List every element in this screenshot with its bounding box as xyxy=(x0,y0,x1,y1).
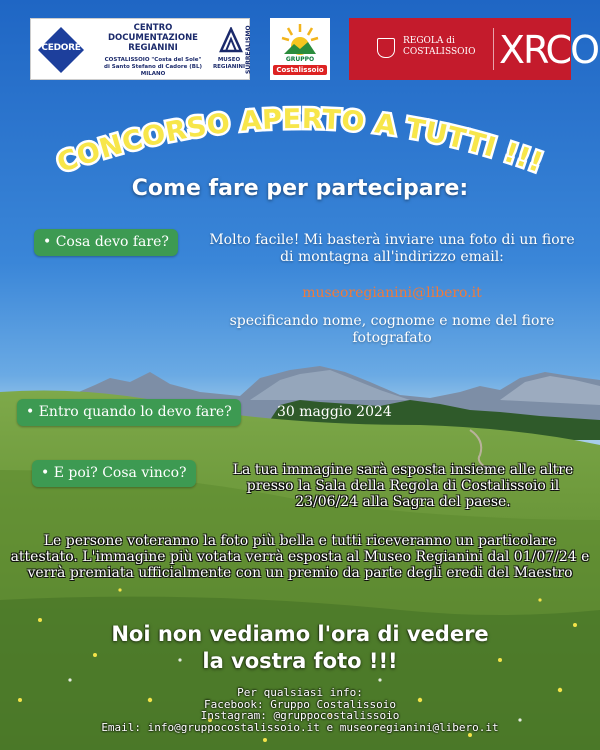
cedore-address-line: COSTALISSOIO "Costa del Sole" xyxy=(104,57,202,63)
regola-costalissoio-logo xyxy=(349,18,598,80)
prize-text: La tua immagine sarà esposta insieme alle altre presso la Sala della Regola di Costalissoio il 23/06/24 alla Sagra del paese. xyxy=(232,462,574,510)
subtitle: Come fare per partecipare: xyxy=(131,176,469,201)
section-label-prize: • E poi? Cosa vinco? xyxy=(32,460,196,487)
headline xyxy=(40,88,560,178)
closing-line: la vostra foto !!! xyxy=(202,649,398,673)
what-to-do-details: specificando nome, cognome e nome del fiore fotografato xyxy=(229,313,555,346)
gruppo-costalissoio-logo xyxy=(270,18,330,80)
facebook-info: Facebook: Gruppo Costalissoio xyxy=(203,697,397,711)
section-label-deadline: • Entro quando lo devo fare? xyxy=(17,399,241,426)
cedore-address-line: di Santo Stefano di Cadore (BL) xyxy=(104,64,202,70)
regola-text xyxy=(403,36,493,58)
regola-line: REGOLA di xyxy=(403,36,455,46)
deadline-date: 30 maggio 2024 xyxy=(277,404,392,420)
contest-email: museoregianini@libero.it xyxy=(302,285,482,301)
regola-divider xyxy=(493,28,494,70)
voting-text: Le persone voteranno la foto più bella e tutti riceveranno un particolare attestato. L'immagine più votata verrà esposta al Museo Regianini dal 01/07/24 e verrà premiata ufficialmente con un premio da parte degli eredi del Maestro xyxy=(10,533,590,581)
email-info: Email: info@gruppocostalissoio.it e museoregianini@libero.it xyxy=(101,720,499,734)
info-heading: Per qualsiasi info: xyxy=(237,686,363,699)
surrealismo-label: SURREALISMO xyxy=(245,25,252,75)
cedore-wordmark: CEDORE xyxy=(41,43,81,53)
gruppo-label: GRUPPO xyxy=(285,56,315,63)
instagram-info: Instagram: @gruppocostalissoio xyxy=(200,709,400,722)
section-label-what: • Cosa devo fare? xyxy=(34,229,178,256)
xrco-mark: XRCO xyxy=(499,28,598,72)
contact-info xyxy=(0,687,600,733)
cedore-title: CENTRO DOCUMENTAZIONE REGIANINI xyxy=(108,23,198,53)
museo-label: MUSEO REGIANINI xyxy=(212,57,246,70)
regola-line: COSTALISSOIO xyxy=(403,47,476,57)
museo-regianini-icon xyxy=(217,27,245,53)
closing-message xyxy=(0,621,600,675)
svg-text:CONCORSO APERTO A TUTTI !!! xyxy=(53,104,547,178)
cedore-address xyxy=(91,57,215,78)
what-to-do-text: Molto facile! Mi basterà inviare una foto di un fiore di montagna all'indirizzo email: xyxy=(209,232,575,265)
sun-icon xyxy=(280,22,320,56)
regola-crest-icon xyxy=(377,38,395,58)
closing-line: Noi non vediamo l'ora di vedere xyxy=(111,622,489,646)
cedore-logo xyxy=(30,18,250,80)
costalissoio-label: Costalissoio xyxy=(273,65,327,75)
cedore-address-line: MILANO xyxy=(140,71,166,77)
headline-text: CONCORSO APERTO A TUTTI !!! xyxy=(53,103,547,178)
